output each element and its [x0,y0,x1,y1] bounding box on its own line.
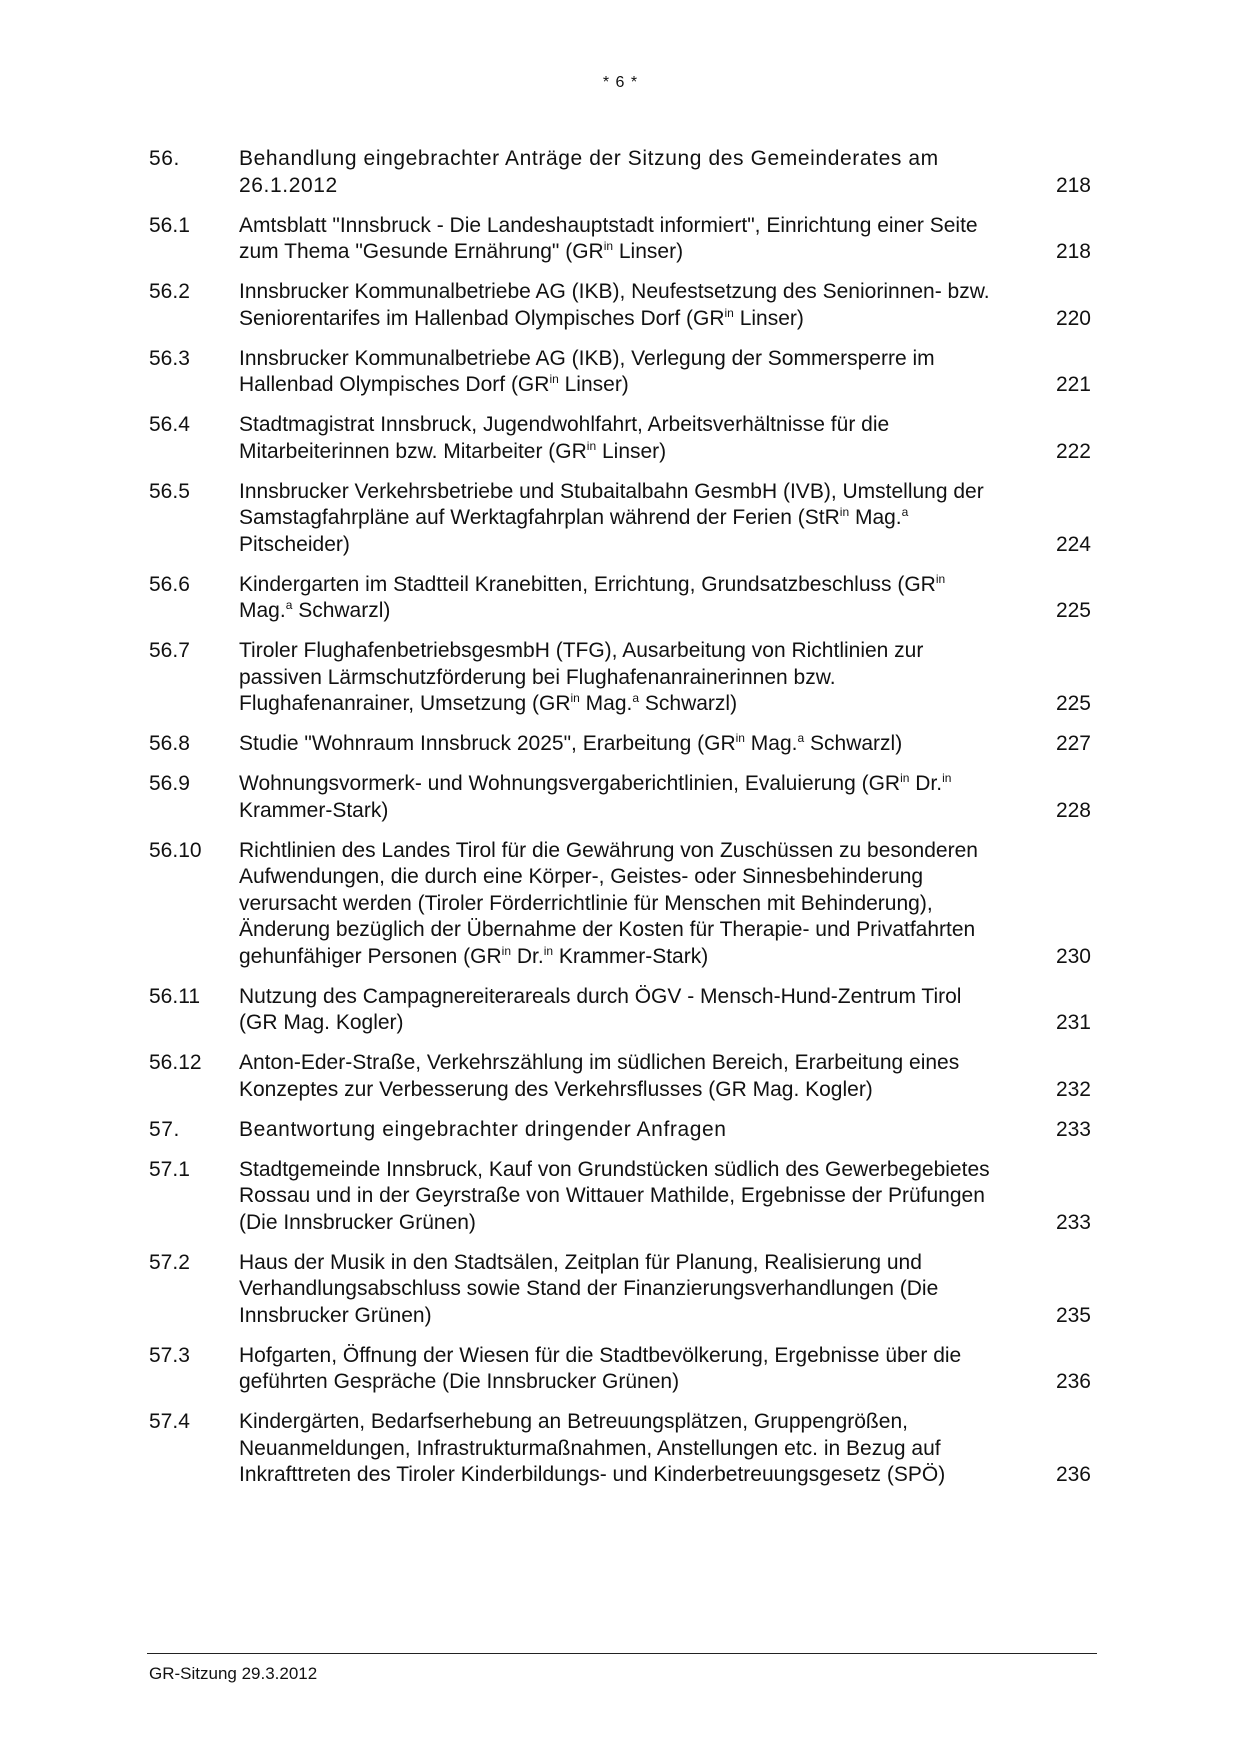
entry-page: 236 [1055,1463,1091,1486]
entry-number: 57.4 [149,1410,190,1433]
toc-entry-56-1 [149,213,1097,266]
toc-entry-57-3 [149,1343,1097,1396]
superscript: in [735,731,745,745]
entry-title: Stadtmagistrat Innsbruck, Jugendwohlfahrt, Arbeitsverhältnisse für die Mitarbeiterinnen bzw. Mitarbeiter ($GR^{in}$ Linser) [239,413,890,463]
entry-page: 233 [1055,1117,1091,1141]
entry-page: 220 [1055,306,1091,330]
toc-entry-56-9 [149,771,1097,824]
toc-entry-56-3 [149,346,1097,399]
entry-page: 232 [1055,1077,1091,1101]
entry-number: 56.2 [149,280,190,303]
superscript: in [543,943,554,958]
entry-page: 233 [1055,1210,1091,1234]
superscript: in [935,571,946,586]
entry-title: Richtlinien des Landes Tirol für die Gewährung von Zuschüssen zu besonderen Aufwendungen, die durch eine Körper-, Geistes- oder Sinnesbehinderung verursacht werden (Tiroler Förderrichtlinie für Menschen mit Behinderung), Änderung bezüglich der Übernahme der Kosten für Therapie- und Privatfahrten gehunfähiger Personen ($GR^{in}$ Dr.$^{in}$ Krammer-Stark) [239,838,978,968]
entry-number: 56.12 [149,1051,202,1074]
entry-number: 56.1 [149,213,190,237]
toc-entry-56-5 [149,479,1097,559]
toc-entry-56-12 [149,1050,1097,1103]
entry-title: Beantwortung eingebrachter dringender Anfragen [239,1117,727,1141]
entry-title: Anton-Eder-Straße, Verkehrszählung im südlichen Bereich, Erarbeitung eines Konzeptes zur Verbesserung des Verkehrsflusses (GR Mag. Kogler) [239,1051,960,1101]
superscript: a [285,598,293,612]
superscript: in [586,438,597,453]
entry-title: Kindergarten im Stadtteil Kranebitten, Errichtung, Grundsatzbeschluss ($GR^{in}$ Mag.$^a$ Schwarzl) [239,571,946,622]
entry-number: 56.10 [149,838,202,862]
entry-number: 56.5 [149,479,190,503]
toc-entry-57 [149,1117,1097,1144]
entry-number: 57.2 [149,1250,190,1274]
entry-number: 56.3 [149,346,190,370]
superscript: in [900,771,910,785]
entry-page: 228 [1055,798,1091,822]
toc-entry-57-2 [149,1250,1097,1330]
entry-page: 235 [1055,1303,1091,1327]
entry-number: 56. [149,147,180,170]
superscript: in [603,239,614,253]
entry-number: 56.6 [149,572,190,596]
entry-page: 218 [1055,173,1091,197]
entry-number: 57.3 [149,1343,190,1367]
entry-number: 56.8 [149,732,190,755]
entry-page: 218 [1055,240,1091,263]
entry-title: Tiroler FlughafenbetriebsgesmbH (TFG), Ausarbeitung von Richtlinien zur passiven Lärmschutzförderung bei Flughafenanrainerinnen bzw. Flughafenanrainer, Umsetzung ($GR^{in}$ Mag.$^a$ Schwarzl) [239,639,924,715]
entry-title: Behandlung eingebrachter Anträge der Sitzung des Gemeinderates am 26.1.2012 [239,147,939,197]
toc-entry-57-1 [149,1157,1097,1237]
entry-title: Hofgarten, Öffnung der Wiesen für die Stadtbevölkerung, Ergebnisse über die geführten Gespräche (Die Innsbrucker Grünen) [239,1343,962,1393]
superscript: a [901,505,909,519]
toc-entry-56-11 [149,984,1097,1037]
superscript: in [549,372,559,386]
toc-entry-56-2 [149,279,1097,332]
toc-entry-57-4 [149,1409,1097,1489]
entry-title: Kindergärten, Bedarfserhebung an Betreuungsplätzen, Gruppengrößen, Neuanmeldungen, Infrastrukturmaßnahmen, Anstellungen etc. in Bezug auf Inkrafttreten des Tiroler Kinderbildungs- und Kinderbetreuungsgesetz (SPÖ) [239,1410,946,1486]
superscript: in [501,943,512,958]
toc-entry-56-4 [149,412,1097,465]
entry-title: Studie "Wohnraum Innsbruck 2025", Erarbeitung ($GR^{in}$ Mag.$^a$ Schwarzl) [239,731,903,755]
entry-number: 56.4 [149,413,190,436]
toc-entry-56-6 [149,572,1097,625]
toc-entry-56-7 [149,638,1097,718]
superscript: in [570,691,580,705]
superscript: in [942,771,952,785]
entry-title: Stadtgemeinde Innsbruck, Kauf von Grundstücken südlich des Gewerbegebietes Rossau und in der Geyrstraße von Wittauer Mathilde, Ergebnisse der Prüfungen (Die Innsbrucker Grünen) [239,1157,990,1234]
toc-entry-56 [149,146,1097,199]
entry-title: Nutzung des Campagnereiterareals durch ÖGV - Mensch-Hund-Zentrum Tirol (GR Mag. Kogler) [239,984,962,1034]
toc-entry-56-10 [149,838,1097,971]
entry-page: 224 [1055,532,1091,556]
entry-page: 236 [1055,1370,1091,1393]
entry-title: Innsbrucker Verkehrsbetriebe und Stubaitalbahn GesmbH (IVB), Umstellung der Samstagfahrpläne auf Werktagfahrplan während der Ferien (StR$^{in}$ Mag.$^a$ Pitscheider) [239,479,984,556]
superscript: in [724,305,734,320]
entry-title: Innsbrucker Kommunalbetriebe AG (IKB), Neufestsetzung des Seniorinnen- bzw. Seniorentarifes im Hallenbad Olympisches Dorf ($GR^{in}$ Linser) [239,280,990,330]
entry-page: 221 [1055,373,1091,396]
entry-page: 230 [1055,944,1091,968]
entry-title: Haus der Musik in den Stadtsälen, Zeitplan für Planung, Realisierung und Verhandlungsabschluss sowie Stand der Finanzierungsverhandlungen (Die Innsbrucker Grünen) [239,1250,939,1327]
page-number: * 6 * [602,74,639,91]
table-of-contents [149,146,1097,1502]
entry-page: 225 [1055,692,1091,715]
entry-number: 57.1 [149,1157,190,1181]
entry-number: 56.11 [149,984,200,1008]
entry-number: 56.7 [149,639,190,662]
superscript: a [632,691,640,705]
entry-page: 227 [1055,732,1091,755]
entry-title: Innsbrucker Kommunalbetriebe AG (IKB), Verlegung der Sommersperre im Hallenbad Olympisches Dorf ($GR^{in}$ Linser) [239,346,935,396]
footer-divider [147,1653,1097,1654]
superscript: in [839,505,850,519]
toc-entry-56-8 [149,731,1097,758]
entry-page: 222 [1055,439,1091,463]
footer-text: GR-Sitzung 29.3.2012 [149,1664,318,1683]
entry-number: 56.9 [149,772,190,795]
entry-number: 57. [149,1117,180,1141]
entry-title: Amtsblatt "Innsbruck - Die Landeshauptstadt informiert", Einrichtung einer Seite zum Thema "Gesunde Ernährung" ($GR^{in}$ Linser) [239,213,978,263]
entry-page: 231 [1055,1011,1091,1034]
entry-title: Wohnungsvormerk- und Wohnungsvergaberichtlinien, Evaluierung ($GR^{in}$ Dr.$^{in}$ Krammer-Stark) [239,771,952,822]
entry-page: 225 [1055,599,1091,622]
superscript: a [797,731,805,745]
